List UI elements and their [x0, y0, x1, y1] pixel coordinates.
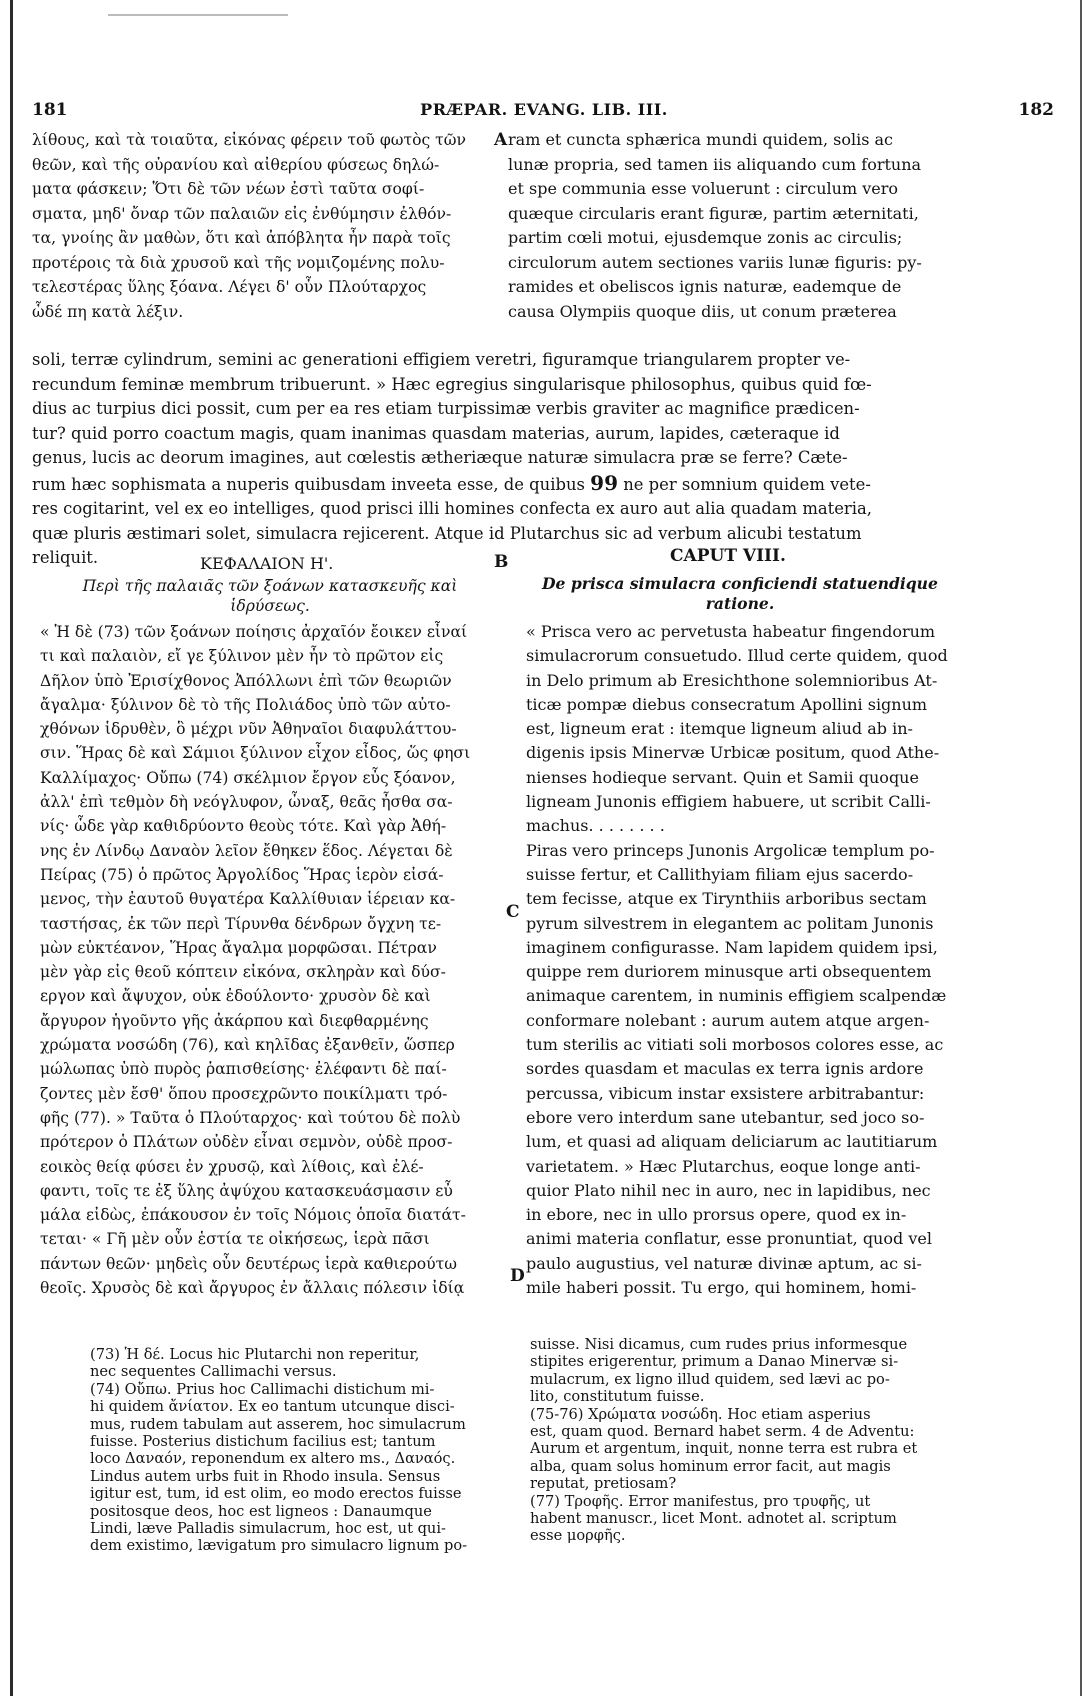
- text-line: fuisse. Posterius distichum facilius est; tantum: [90, 1433, 436, 1451]
- text-line: φαντι, τοῖς τε ἐξ ὕλης ἀψύχου κατασκευάσμασιν εὖ: [40, 1181, 453, 1200]
- text-line: machus. . . . . . . .: [526, 816, 665, 836]
- text-line: [32, 471, 1056, 498]
- text-line: tur? quid porro coactum magis, quam inanimas quasdam materias, aurum, lapides, cæteraque id: [32, 423, 840, 443]
- text-line: paulo augustius, vel naturæ divinæ aptum, ac si-: [526, 1253, 922, 1273]
- text-line: Πείρας (75) ὁ πρῶτος Ἀργολίδος Ἥρας ἱερὸν εἰσά-: [40, 865, 444, 884]
- text-line: mile haberi possit. Tu ergo, qui hominem, homi-: [526, 1278, 917, 1298]
- subtitle-line: De prisca simulacra conficiendi statuendique: [542, 574, 938, 593]
- text-line: quippe rem duriorem minusque arti obsequentem: [526, 962, 932, 982]
- text-line: (75-76) Χρώματα νοσώδη. Hoc etiam asperius: [530, 1405, 871, 1423]
- text-line: μὲν γὰρ εἰς θεοῦ κόπτειν εἰκόνα, σκληρὰν καὶ δύσ-: [40, 963, 446, 982]
- text-line: igitur est, tum, id est olim, eo modo erectos fuisse: [90, 1485, 462, 1503]
- text-line: « Prisca vero ac pervetusta habeatur fingendorum: [526, 622, 936, 641]
- text-line: est, quam quod. Bernard habet serm. 4 de Adventu:: [530, 1423, 915, 1441]
- text-line: loco Δαναόν, reponendum ex altero ms., Δαναός.: [90, 1450, 456, 1468]
- scan-smudge: [108, 14, 288, 16]
- text-line: μὼν εὐκτέανον, Ἥρας ἄγαλμα μορφῶσαι. Πέτραν: [40, 938, 437, 957]
- text-line: εργον καὶ ἄψυχον, οὐκ ἐδούλοντο· χρυσὸν δὲ καὶ: [40, 987, 431, 1006]
- text-line: μάλα εἰδὼς, ἐπάκουσον ἐν τοῖς Νόμοις ὁποῖα διατάτ-: [40, 1206, 466, 1225]
- text-line: res cogitarint, vel ex eo intelliges, quod prisci illi homines confecta ex auro aut alia quadam materia,: [32, 499, 872, 518]
- text-line: stipites erigerentur, primum a Danao Minervæ si-: [530, 1353, 899, 1371]
- text-line: digenis ipsis Minervæ Urbicæ positum, quod Athe-: [526, 743, 940, 763]
- text-line: νίς· ὧδε γὰρ καθιδρύοντο θεοὺς τότε. Καὶ γὰρ Ἀθή-: [40, 817, 447, 836]
- text-line: (77) Τροφῆς. Error manifestus, pro τρυφῆς, ut: [530, 1492, 871, 1510]
- text-line: genus, lucis ac deorum imagines, aut cœlestis ætheriæque naturæ simulacra præ se ferre? Cæte-: [32, 448, 848, 467]
- text-line: ταστήσας, ἐκ τῶν περὶ Τίρυνθα δένδρων ὄγχνη τε-: [40, 914, 442, 933]
- text-line: nienses hodieque servant. Quin et Samii quoque: [526, 767, 919, 787]
- text-line: ἀλλ' ἐπὶ τεθμὸν δὴ νεόγλυφον, ὦναξ, θεᾶς ἦσθα σα-: [40, 793, 453, 812]
- text-line: dius ac turpius dici possit, cum per ea res etiam turpissimæ verbis graviter ac magnifice prædicen-: [32, 399, 860, 418]
- subtitle-line: ratione.: [705, 594, 775, 613]
- text-line: προτέροις τὰ διὰ χρυσοῦ καὶ τῆς νομιζομένης πολυ-: [32, 253, 445, 272]
- text-line: quæ pluris æstimari solet, simulacra rejicerent. Atque id Plutarchus sic ad verbum alicubi testatum: [32, 523, 862, 543]
- page-number-right: 182: [1018, 100, 1054, 120]
- chapter-subtitle-latin: [530, 574, 950, 614]
- latin-column-top: [508, 128, 1056, 324]
- subtitle-line: Περὶ τῆς παλαιᾶς τῶν ξοάνων κατασκευῆς καὶ: [82, 577, 458, 595]
- text-line: suisse. Nisi dicamus, cum rudes prius informesque: [530, 1336, 908, 1353]
- text-line: causa Olympiis quoque diis, ut conum præterea: [508, 301, 897, 321]
- text-line: μενος, τὴν ἑαυτοῦ θυγατέρα Καλλίθυιαν ἱέρειαν κα-: [40, 890, 456, 909]
- text-line: τελεστέρας ὕλης ξόανα. Λέγει δ' οὖν Πλούταρχος: [32, 278, 427, 296]
- text-line: varietatem. » Hæc Plutarchus, eoque longe anti-: [526, 1156, 921, 1176]
- margin-letter-b: B: [494, 552, 509, 572]
- text-line: εοικὸς θείᾳ φύσει ἐν χρυσῷ, καὶ λίθοις, καὶ ἐλέ-: [40, 1157, 424, 1176]
- text-line: percussa, vibicum instar exsistere arbitrabantur:: [526, 1083, 925, 1103]
- text-line: esse μορφῆς.: [530, 1527, 626, 1545]
- text-line: φῆς (77). » Ταῦτα ὁ Πλούταρχος· καὶ τούτου δὲ πολὺ: [40, 1108, 461, 1127]
- text-line: tem fecisse, atque ex Tirynthiis arboribus sectam: [526, 889, 927, 909]
- text-line: θεοῖς. Χρυσὸς δὲ καὶ ἄργυρος ἐν ἄλλαις πόλεσιν ἰδίᾳ: [40, 1279, 465, 1298]
- text-line: τι καὶ παλαιὸν, εἴ γε ξύλινον μὲν ἦν τὸ πρῶτον εἰς: [40, 647, 444, 666]
- text-line: πάντων θεῶν· μηδεὶς οὖν δευτέρως ἱερὰ καθιερούτω: [40, 1254, 457, 1273]
- text-line: imaginem configurasse. Nam lapidem quidem ipsi,: [526, 937, 938, 957]
- text-line: (74) Οὔπω. Prius hoc Callimachi distichum mi-: [90, 1380, 435, 1398]
- text-line: σματα, μηδ' ὄναρ τῶν παλαιῶν εἰς ἐνθύμησιν ἐλθόν-: [32, 204, 452, 223]
- text-line: λίθους, καὶ τὰ τοιαῦτα, εἰκόνας φέρειν τοῦ φωτὸς τῶν: [32, 131, 467, 149]
- text-line: tum sterilis ac vitiati soli morbosos colores esse, ac: [526, 1035, 944, 1055]
- text-line: χρώματα νοσώδη (76), καὶ κηλῖδας ἐξανθεῖν, ὥσπερ: [40, 1036, 455, 1055]
- text-line: est, ligneum erat : itemque ligneum aliud ab in-: [526, 719, 913, 739]
- footnotes-left: [90, 1346, 500, 1555]
- text-line: τα, γνοίης ἂν μαθὼν, ὅτι καὶ ἀπόβλητα ἦν παρὰ τοῖς: [32, 229, 451, 247]
- text-line: ὧδέ πη κατὰ λέξιν.: [32, 302, 184, 321]
- text-fragment: ne per somnium quidem vete-: [623, 474, 871, 494]
- text-line: in ebore, nec in ullo prorsus opere, quod ex in-: [526, 1205, 907, 1225]
- text-line: mulacrum, ex ligno illud quidem, sed lævi ac po-: [530, 1370, 890, 1388]
- text-line: reputat, pretiosam?: [530, 1475, 677, 1493]
- text-line: ἄγαλμα· ξύλινον δὲ τὸ τῆς Πολιάδος ὑπὸ τῶν αὐτο-: [40, 695, 451, 714]
- text-line: sordes quasdam et maculas ex terra ignis ardore: [526, 1059, 924, 1079]
- text-line: circulorum autem sectiones variis lunæ figuris: py-: [508, 252, 922, 272]
- text-line: mus, rudem tabulam aut asserem, hoc simulacrum: [90, 1415, 466, 1433]
- greek-column-top: [32, 128, 498, 324]
- page-edge-left: [10, 0, 13, 1696]
- text-line: quæque circularis erant figuræ, partim æternitati,: [508, 203, 919, 223]
- text-line: ζοντες μὲν ἔσθ' ὅπου προσεχρῶντο ποικίλματι τρό-: [40, 1084, 448, 1103]
- footnotes-right: [530, 1336, 958, 1545]
- text-line: πρότερον ὁ Πλάτων οὐδὲν εἶναι σεμνὸν, οὐδὲ προσ-: [40, 1133, 453, 1152]
- text-line: pyrum silvestrem in elegantem ac politam Junonis: [526, 913, 934, 933]
- text-line: ram et cuncta sphærica mundi quidem, solis ac: [508, 130, 893, 149]
- chapter-heading-greek: ΚΕΦΑΛΑΙΟΝ Η'.: [200, 554, 334, 573]
- text-line: lum, et quasi ad aliquam deliciarum ac lautitiarum: [526, 1132, 938, 1152]
- text-line: lito, constitutum fuisse.: [530, 1388, 705, 1406]
- text-line: Lindus autem urbs fuit in Rhodo insula. Sensus: [90, 1467, 441, 1485]
- text-line: θεῶν, καὶ τῆς οὐρανίου καὶ αἰθερίου φύσεως δηλώ-: [32, 155, 440, 174]
- text-line: alba, quam solus hominum error facit, aut magis: [530, 1457, 891, 1475]
- page-number-left: 181: [32, 100, 68, 120]
- text-line: τεται· « Γῆ μὲν οὖν ἑστία τε οἰκήσεως, ἱερὰ πᾶσι: [40, 1230, 430, 1249]
- text-line: partim cœli motui, ejusdemque zonis ac circulis;: [508, 228, 903, 247]
- chapter-subtitle-greek: [40, 576, 500, 616]
- text-line: Καλλίμαχος· Οὔπω (74) σκέλμιον ἔργον εὖς ξόανον,: [40, 768, 456, 787]
- text-line: soli, terræ cylindrum, semini ac generationi effigiem veretri, figuramque triangularem propter ve-: [32, 350, 851, 369]
- text-line: hi quidem ἄνίατον. Ex eo tantum utcunque disci-: [90, 1398, 455, 1416]
- text-line: et spe communia esse voluerunt : circulum vero: [508, 179, 898, 198]
- margin-letter-d: D: [510, 1266, 525, 1286]
- text-line: dem existimo, lævigatum pro simulacro lignum po-: [90, 1537, 468, 1555]
- text-line: suisse fertur, et Callithyiam filiam ejus sacerdo-: [526, 864, 914, 884]
- latin-full-width: [32, 348, 1056, 571]
- text-line: σιν. Ἥρας δὲ καὶ Σάμιοι ξύλινον εἶχον εἶδος, ὥς φησι: [40, 744, 471, 763]
- text-line: χθόνων ἱδρυθὲν, ὃ μέχρι νῦν Ἀθηναῖοι διαφυλάττου-: [40, 720, 457, 739]
- text-line: νης ἐν Λίνδῳ Δαναὸν λεῖον ἔθηκεν ἕδος. Λέγεται δὲ: [40, 841, 453, 860]
- latin-column-body: [526, 620, 950, 1300]
- text-line: in Delo primum ab Eresichthone solemnioribus At-: [526, 670, 938, 690]
- text-line: μώλωπας ὑπὸ πυρὸς ῥαπισθείσης· ἐλέφαντι δὲ παί-: [40, 1060, 447, 1079]
- text-line: Δῆλον ὑπὸ Ἐρισίχθονος Ἀπόλλωνι ἐπὶ τῶν θεωριῶν: [40, 671, 452, 690]
- subtitle-line: ἱδρύσεως.: [230, 597, 310, 615]
- text-line: Lindi, læve Palladis simulacrum, hoc est, ut qui-: [90, 1520, 446, 1538]
- text-fragment: rum hæc sophismata a nuperis quibusdam inveeta esse, de quibus: [32, 474, 585, 494]
- text-line: (73) Ἡ δέ. Locus hic Plutarchi non reperitur,: [90, 1346, 420, 1363]
- text-line: ligneam Junonis effigiem habuere, ut scribit Calli-: [526, 792, 931, 812]
- text-line: positosque deos, hoc est ligneos : Danaumque: [90, 1502, 432, 1520]
- text-line: reliquit.: [32, 548, 99, 567]
- text-line: nec sequentes Callimachi versus.: [90, 1363, 337, 1381]
- margin-letter-c: C: [506, 902, 520, 922]
- text-line: animi materia conflatur, esse pronuntiat, quod vel: [526, 1229, 932, 1249]
- text-line: recundum feminæ membrum tribuerunt. » Hæc egregius singularisque philosophus, quibus quid fœ-: [32, 374, 872, 394]
- margin-letter-a: A: [494, 130, 508, 150]
- text-line: ἄργυρον ἡγοῦντο γῆς ἀκάρπου καὶ διεφθαρμένης: [40, 1011, 429, 1030]
- column-page-number: 99: [590, 470, 618, 495]
- text-line: simulacrorum consuetudo. Illud certe quidem, quod: [526, 646, 948, 666]
- text-line: ματα φάσκειν; Ὅτι δὲ τῶν νέων ἐστὶ ταῦτα σοφί-: [32, 180, 425, 198]
- text-line: ticæ pompæ diebus consecratum Apollini signum: [526, 694, 928, 714]
- text-line: animaque carentem, in numinis effigiem scalpendæ: [526, 986, 947, 1006]
- text-line: Piras vero princeps Junonis Argolicæ templum po-: [526, 840, 935, 860]
- text-line: lunæ propria, sed tamen iis aliquando cum fortuna: [508, 154, 922, 174]
- text-line: Aurum et argentum, inquit, nonne terra est rubra et: [530, 1440, 918, 1458]
- text-line: « Ἡ δὲ (73) τῶν ξοάνων ποίησις ἀρχαῖόν ἔοικεν εἶναί: [40, 623, 468, 641]
- text-line: ramides et obeliscos ignis naturæ, eademque de: [508, 277, 902, 296]
- running-title: PRÆPAR. EVANG. LIB. III.: [420, 100, 668, 119]
- text-line: habent manuscr., licet Mont. adnotet al. scriptum: [530, 1510, 897, 1528]
- chapter-heading-latin: CAPUT VIII.: [670, 546, 786, 566]
- greek-column-body: [40, 620, 502, 1300]
- text-line: quior Plato nihil nec in auro, nec in lapidibus, nec: [526, 1180, 931, 1200]
- text-line: conformare nolebant : aurum autem atque argen-: [526, 1010, 930, 1030]
- page-edge-right: [1080, 0, 1082, 1696]
- text-line: ebore vero interdum sane utebantur, sed joco so-: [526, 1107, 925, 1127]
